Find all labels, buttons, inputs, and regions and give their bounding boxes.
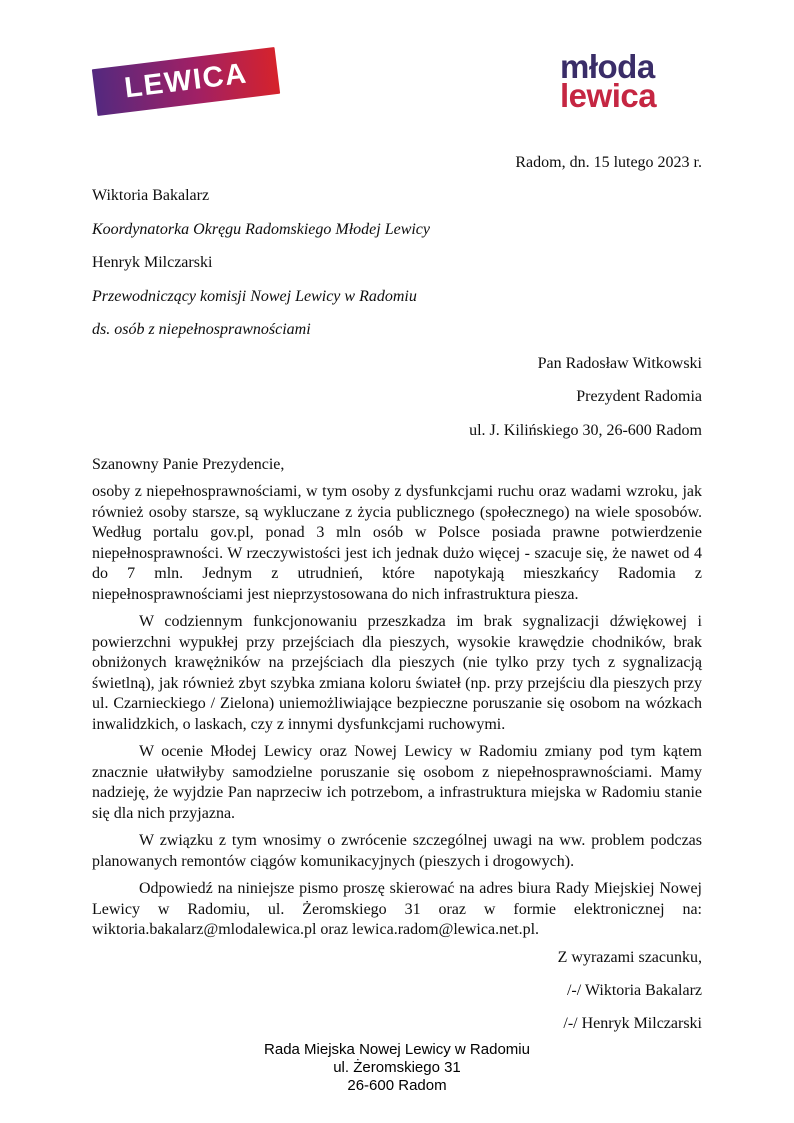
lewica-logo [92, 47, 280, 116]
recipient-name: Pan Radosław Witkowski [537, 354, 702, 372]
footer-street: ul. Żeromskiego 31 [333, 1058, 461, 1076]
body-paragraph-1: osoby z niepełnosprawnościami, w tym osoby z dysfunkcjami ruchu oraz wadami wzroku, jak również osoby starsze, są wykluczane z życia publicznego (społecznego) na wiele sposobów. Według portalu gov.pl, ponad 3 mln osób w Polsce posiada prawne potwierdzenie niepełnosprawności. W rzeczywistości jest ich jednak dużo więcej - szacuje się, że nawet od 4 do 7 mln. Jednym z utrudnień, które napotykają mieszkańcy Radomia z niepełnosprawnościami jest nieprzystosowana do nich infrastruktura piesza. [92, 483, 702, 603]
sender-title-1: Koordynatorka Okręgu Radomskiego Młodej Lewicy [92, 220, 431, 238]
footer-city: 26-600 Radom [347, 1076, 447, 1094]
body-paragraph-5: Odpowiedź na niniejsze pismo proszę skierować na adres biura Rady Miejskiej Nowej Lewicy w Radomiu, ul. Żeromskiego 31 oraz w formie elektronicznej na: wiktoria.bakalarz@mlodalewica.pl oraz lewica.radom@lewica.net.pl. [92, 880, 702, 938]
sender-block [92, 179, 702, 347]
footer-org-name: Rada Miejska Nowej Lewicy w Radomiu [264, 1040, 530, 1058]
signature-1: /-/ Wiktoria Bakalarz [566, 981, 702, 999]
body-paragraph-2: W codziennym funkcjonowaniu przeszkadza im brak sygnalizacji dźwiękowej i powierzchni wypukłej przy przejściach dla pieszych, wysokie krawędzie chodników, brak obniżonych krawężników na przejściach dla pieszych (nie tylko przy tych z sygnalizacją świetlną), jak również zbyt szybka zmiana koloru świateł (np. przy przejściu dla pieszych przy ul. Czarnieckiego / Zielona) uniemożliwiające bezpieczne poruszanie się osobom na wózkach inwalidzkich, o laskach, czy z innymi dysfunkcjami ruchowymi. [92, 613, 702, 733]
mloda-lewica-logo [560, 48, 657, 114]
mloda-lewica-logo-line2: lewica [560, 77, 657, 114]
salutation: Szanowny Panie Prezydencie, [92, 456, 285, 473]
recipient-title: Prezydent Radomia [576, 388, 702, 405]
body-paragraph-4: W związku z tym wnosimy o zwrócenie szczególnej uwagi na ww. problem podczas planowanych remontów ciągów komunikacyjnych (pieszych i drogowych). [92, 832, 702, 870]
recipient-address: ul. J. Kilińskiego 30, 26-600 Radom [469, 421, 702, 439]
sender-title-2: Przewodniczący komisji Nowej Lewicy w Radomiu [92, 287, 417, 305]
signature-2: /-/ Henryk Milczarski [563, 1014, 702, 1032]
closing-block [92, 941, 702, 1040]
lewica-logo-text: LEWICA [122, 57, 250, 105]
closing-phrase: Z wyrazami szacunku, [557, 948, 702, 966]
mloda-lewica-logo-line1: młoda [560, 48, 655, 85]
date-line: Radom, dn. 15 lutego 2023 r. [515, 154, 702, 171]
footer-address-block [92, 1041, 702, 1095]
recipient-block [92, 347, 702, 448]
sender-name-1: Wiktoria Bakalarz [92, 187, 210, 204]
sender-name-2: Henryk Milczarski [92, 254, 213, 271]
letterhead [92, 48, 702, 152]
sender-title-2-cont: ds. osób z niepełnosprawnościami [92, 321, 311, 338]
body-paragraph-3: W ocenie Młodej Lewicy oraz Nowej Lewicy w Radomiu zmiany pod tym kątem znacznie ułatwiłyby samodzielne poruszanie się osobom z niepełnosprawnościami. Mamy nadzieję, że wyjdzie Pan naprzeciw ich potrzebom, a infrastruktura miejska w Radomiu stanie się dla nich przyjazna. [92, 743, 702, 822]
